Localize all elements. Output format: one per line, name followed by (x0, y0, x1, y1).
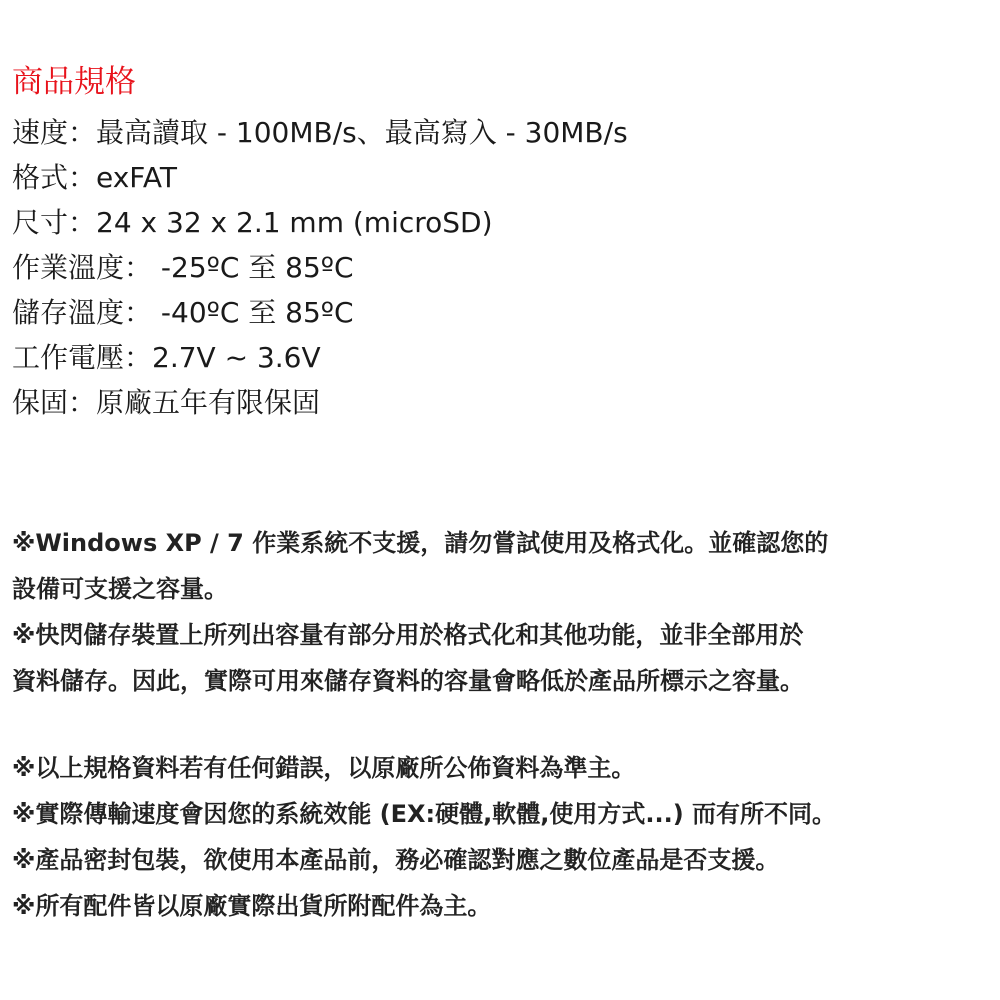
spec-row-format: 格式：exFAT (12, 161, 177, 194)
note-line: ※快閃儲存裝置上所列出容量有部分用於格式化和其他功能，並非全部用於 (12, 621, 804, 649)
notes-group-compatibility (12, 520, 992, 704)
spec-list (12, 110, 628, 425)
spec-row-warranty: 保固：原廠五年有限保固 (12, 386, 321, 419)
note-line: ※以上規格資料若有任何錯誤，以原廠所公佈資料為準主。 (12, 754, 636, 782)
notes-group-disclaimers (12, 745, 992, 929)
spec-row-dimensions: 尺寸：24 x 32 x 2.1 mm (microSD) (12, 206, 493, 239)
spec-row-operating-temperature: 作業溫度： -25ºC 至 85ºC (12, 251, 354, 284)
note-line: ※產品密封包裝，欲使用本產品前，務必確認對應之數位產品是否支援。 (12, 846, 780, 874)
spec-title: 商品規格 (12, 64, 136, 100)
note-line: ※所有配件皆以原廠實際出貨所附配件為主。 (12, 892, 492, 920)
spec-row-voltage: 工作電壓：2.7V ~ 3.6V (12, 341, 321, 374)
note-line: 設備可支援之容量。 (12, 575, 228, 603)
spec-row-speed: 速度：最高讀取 - 100MB/s、最高寫入 - 30MB/s (12, 116, 628, 149)
note-line: ※Windows XP / 7 作業系統不支援，請勿嘗試使用及格式化。並確認您的 (12, 529, 829, 557)
spec-row-storage-temperature: 儲存溫度： -40ºC 至 85ºC (12, 296, 354, 329)
note-line: ※實際傳輸速度會因您的系統效能 (EX:硬體,軟體,使用方式...) 而有所不同。 (12, 800, 837, 828)
note-line: 資料儲存。因此，實際可用來儲存資料的容量會略低於產品所標示之容量。 (12, 667, 804, 695)
